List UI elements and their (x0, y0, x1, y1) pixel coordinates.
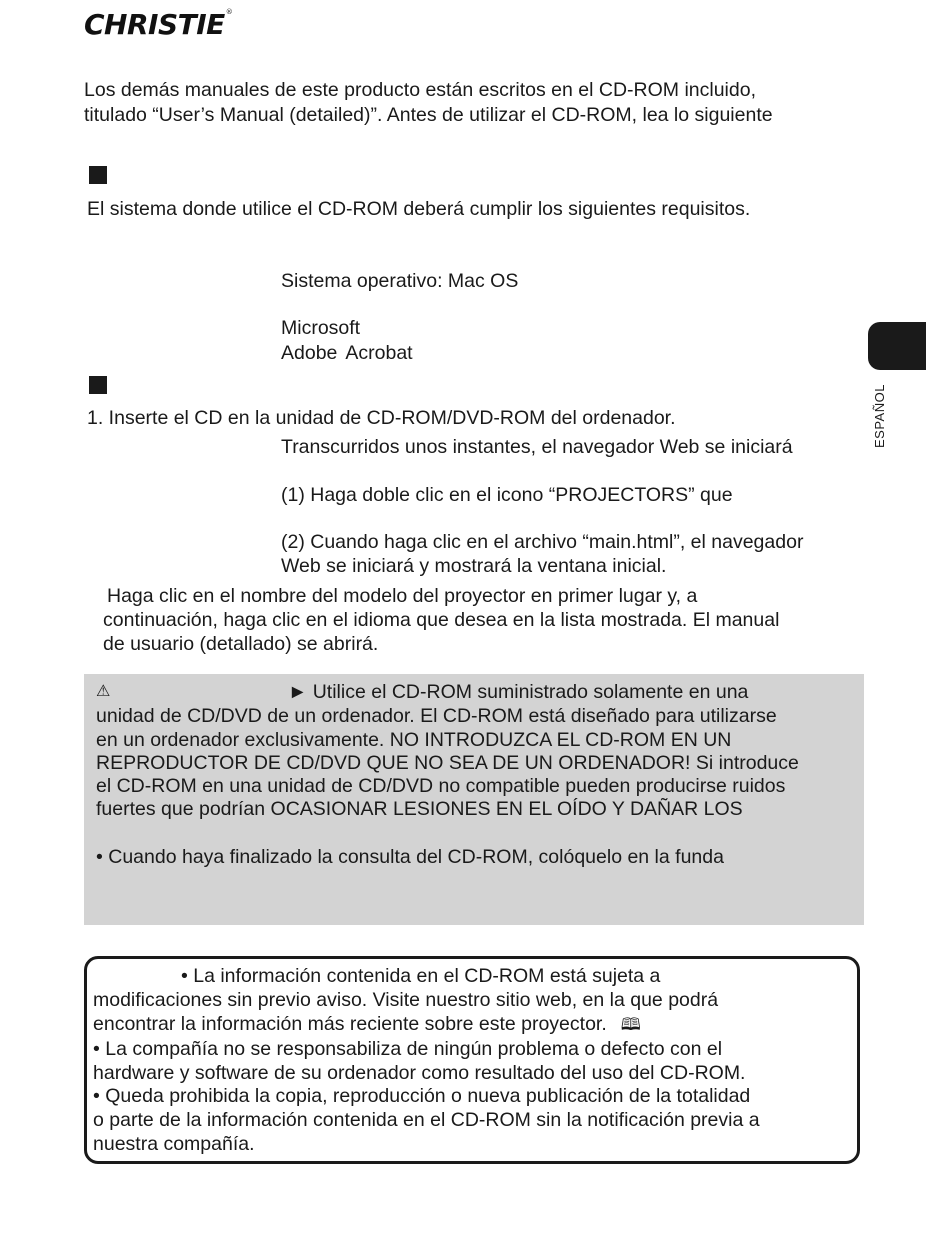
step-2-line-1: Haga clic en el nombre del modelo del proyector en primer lugar y, a (107, 585, 698, 607)
warning-triangle-icon: ⚠ (96, 683, 111, 700)
software-adobe: Adobe (281, 342, 338, 364)
software-acrobat: Acrobat (345, 342, 413, 364)
caution-line-2: unidad de CD/DVD de un ordenador. El CD-ROM está diseñado para utilizarse (96, 705, 777, 727)
section-marker-procedure (89, 376, 107, 394)
book-icon: 🕮 (620, 1015, 641, 1034)
language-tab (868, 322, 926, 370)
caution-line-1: ► Utilice el CD-ROM suministrado solamente en una (288, 681, 749, 703)
step-1: 1. Inserte el CD en la unidad de CD-ROM/DVD-ROM del ordenador. (87, 407, 676, 429)
notice-line-3 (93, 1012, 641, 1037)
christie-logo (84, 8, 232, 41)
requirements-software-1: Microsoft (281, 317, 361, 339)
section-marker-requirements (89, 166, 107, 184)
notice-line-8: nuestra compañía. (93, 1133, 255, 1155)
notice-line-6: • Queda prohibida la copia, reproducción o nueva publicación de la totalidad (93, 1085, 751, 1107)
caution-line-4: REPRODUCTOR DE CD/DVD QUE NO SEA DE UN ORDENADOR! Si introduce (96, 752, 799, 774)
intro-line-2: titulado “User’s Manual (detailed)”. Antes de utilizar el CD-ROM, lea lo siguiente (84, 104, 773, 126)
notice-line-1: • La información contenida en el CD-ROM está sujeta a (181, 965, 661, 987)
caution-line-5: el CD-ROM en una unidad de CD/DVD no compatible pueden producirse ruidos (96, 775, 786, 797)
requirements-software-2 (281, 341, 413, 365)
requirements-text: El sistema donde utilice el CD-ROM deberá cumplir los siguientes requisitos. (87, 198, 751, 220)
requirements-os: Sistema operativo: Mac OS (281, 270, 519, 292)
step-1-sub-2b: Web se iniciará y mostrará la ventana inicial. (281, 555, 667, 577)
logo-text: CHRISTIE (84, 8, 225, 41)
notice-line-7: o parte de la información contenida en el CD-ROM sin la notificación previa a (93, 1109, 760, 1131)
caution-line-3: en un ordenador exclusivamente. NO INTRODUZCA EL CD-ROM EN UN (96, 729, 732, 751)
intro-line-1: Los demás manuales de este producto están escritos en el CD-ROM incluido, (84, 79, 756, 101)
step-2-line-2: continuación, haga clic en el idioma que desea en la lista mostrada. El manual (103, 609, 780, 631)
registered-mark: ® (225, 8, 233, 16)
notice-line-3-text: encontrar la información más reciente sobre este proyector. (93, 1013, 607, 1035)
step-1-sub-1: (1) Haga doble clic en el icono “PROJECTORS” que (281, 484, 733, 506)
step-1-detail: Transcurridos unos instantes, el navegador Web se iniciará (281, 436, 793, 458)
caution-line-6: fuertes que podrían OCASIONAR LESIONES EN EL OÍDO Y DAÑAR LOS (96, 798, 743, 820)
caution-line-7: • Cuando haya finalizado la consulta del CD-ROM, colóquelo en la funda (96, 846, 724, 868)
language-tab-label: ESPAÑOL (872, 384, 887, 448)
notice-line-4: • La compañía no se responsabiliza de ningún problema o defecto con el (93, 1038, 723, 1060)
notice-line-5: hardware y software de su ordenador como resultado del uso del CD-ROM. (93, 1062, 746, 1084)
step-2-line-3: de usuario (detallado) se abrirá. (103, 633, 379, 655)
step-1-sub-2a: (2) Cuando haga clic en el archivo “main.html”, el navegador (281, 531, 804, 553)
notice-line-2: modificaciones sin previo aviso. Visite nuestro sitio web, en la que podrá (93, 989, 719, 1011)
